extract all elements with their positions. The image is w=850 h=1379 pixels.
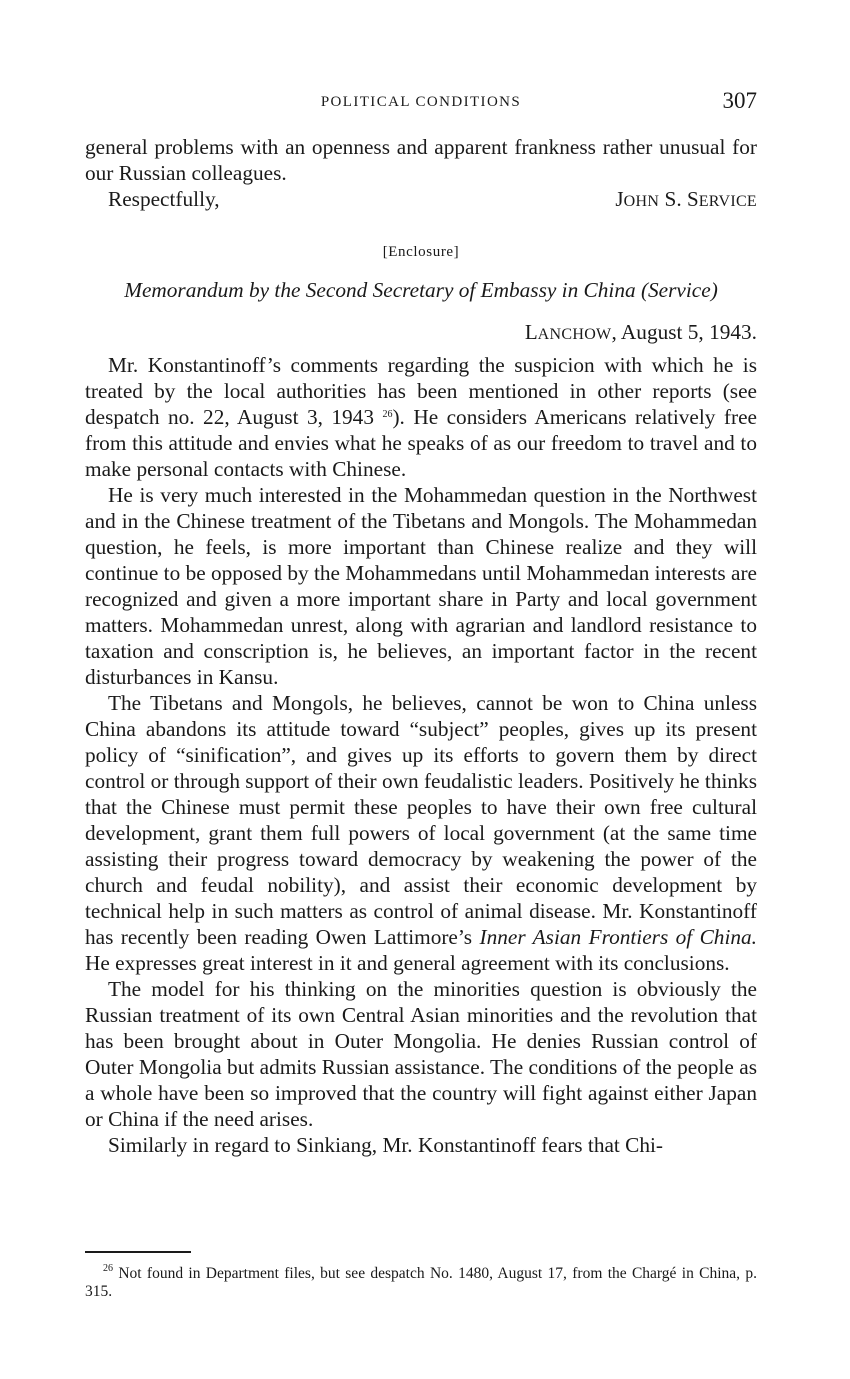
page-number: 307 [722, 88, 757, 113]
paragraph-5: Similarly in regard to Sinkiang, Mr. Konstantinoff fears that Chi- [108, 1133, 664, 1157]
footnote-divider [85, 1251, 191, 1253]
paragraph-2: He is very much interested in the Mohammedan question in the Northwest and in the Chinese treatment of the Tibetans and Mongols. The Mohammedan question, he feels, is more important than Chinese realize and they will continue to be opposed by the Mohammedans until Mohammedan interests are recognized and given a more important share in Party and local government matters. Mohammedan unrest, along with agrarian and landlord resistance to taxation and conscription is, he believes, an important factor in the recent disturbances in Kansu. [85, 483, 757, 689]
dateline: LANCHOW, August 5, 1943. [524, 320, 757, 344]
enclosure-label: [Enclosure] [382, 244, 460, 260]
letter-ending [85, 134, 757, 1158]
closing: Respectfully, [108, 187, 220, 211]
memo-title: Memorandum by the Second Secretary of Embassy in China (Service) [124, 278, 718, 302]
signature-line [85, 186, 757, 215]
continued-paragraph: general problems with an openness and apparent frankness rather unusual for our Russian colleagues. [85, 135, 757, 185]
running-head: POLITICAL CONDITIONS [320, 94, 522, 110]
paragraph-4: The model for his thinking on the minorities question is obviously the Russian treatment of its own Central Asian minorities and the revolution that has been brought about in Outer Mongolia. He denies Russian control of Outer Mongolia but admits Russian assistance. The conditions of the people as a whole have been so improved that the country will fight against either Japan or China if the need arises. [85, 977, 757, 1131]
footnote-marker: 26 [103, 1263, 113, 1274]
footnote-ref: 26 [382, 409, 393, 420]
book-title: Inner Asian Frontiers of China. [479, 925, 757, 949]
paragraph-3: The Tibetans and Mongols, he believes, cannot be won to China unless China abandons its attitude toward “subject” peoples, gives up its present policy of “sinification”, and gives up its efforts to govern them by direct control or through support of their own feudalistic leaders. Positively he thinks that the Chinese must permit these peoples to have their own free cultural development, grant them full powers of local government (at the same time assisting their progress toward democracy by weakening the power of the church and feudal nobility), and assist their economic development by technical help in such matters as control of animal disease. Mr. Konstantinoff has recently been reading Owen Lattimore’s Inner Asian Frontiers of China. He expresses great interest in it and general agreement with its conclusions. [85, 691, 757, 975]
paragraph-1: Mr. Konstantinoff’s comments regarding the suspicion with which he is treated by the local authorities has been mentioned in other reports (see despatch no. 22, August 3, 1943 $^{26}$). He considers Americans relatively free from this attitude and envies what he speaks of as our freedom to travel and to make personal contacts with Chinese. [85, 353, 757, 481]
page-header [85, 88, 757, 122]
footnote [85, 1265, 757, 1301]
signature-name: JOHN S. SERVICE [615, 187, 757, 211]
footnote-text: Not found in Department files, but see despatch No. 1480, August 17, from the Chargé in China, p. 315. [85, 1265, 757, 1300]
